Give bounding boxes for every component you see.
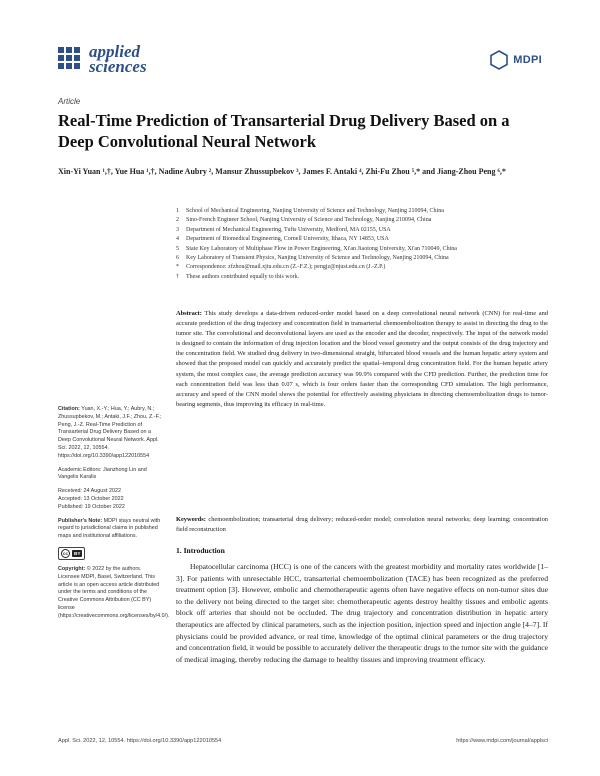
cc-by-icon: [58, 547, 85, 560]
publisher-note: [58, 518, 162, 541]
cc-icon: cc: [61, 549, 70, 558]
publisher-logo[interactable]: [489, 50, 542, 70]
published-date: Published: 19 October 2022: [58, 503, 125, 510]
affiliation-text: Department of Mechanical Engineering, Tufts University, Medford, MA 02155, USA: [186, 226, 391, 233]
abstract-text: This study develops a data-driven reduced-order model based on a deep convolutional neural network (CNN) for real-time and accurate prediction of the drug trajectory and concentration field in transarterial chemoembolization therapy to assist in directing the drug to the tumor site. The convolutional and deconvolutional layers are used as the encoder and the decoder, respectively. The input of the network model is designed to contain the information of drug injection location and the blood vessel geometry and the output consists of the drug trajectory and the concentration field. We studied drug delivery in two-dimensional straight, bifurcated blood vessels and the human hepatic artery system and showed that the proposed model can quickly and accurately predict the spatial–temporal drug concentration field. For the human hepatic artery system, the most complex case, the average prediction accuracy was 99.9% compared with the CFD prediction. Further, the prediction time for each concentration field was less than 0.07 s, which is four orders faster than the corresponding CFD simulation. The high performance, accuracy and speed of the CNN model shows the potential for effectively assisting physicians in directing chemoembolization drugs to tumor-bearing segments, thus improving its efficacy in real-time.: [176, 310, 549, 408]
citation-label: Citation:: [58, 406, 80, 412]
accepted-date: Accepted: 13 October 2022: [58, 495, 124, 502]
footer-journal-link[interactable]: https://www.mdpi.com/journal/applsci: [456, 738, 548, 744]
abstract-label: Abstract:: [176, 310, 202, 317]
introduction-paragraph: Hepatocellular carcinoma (HCC) is one of the cancers with the greatest morbidity and mortality rates worldwide [1–3]. For patients with unresectable HCC, transarterial chemoembolization (TACE) has been recognized as the preferred treatment option [3]. However, embolic and chemotherapeutic agents often have negative effects on non-tumor sites due to the delivery not being directed to the target site: chemotherapeutic agents destroy healthy tissues and embolic agents block off arteries that should not be occluded. The drug trajectory and concentration distribution in hepatic artery therapeutics are affected by clinical parameters, such as the injection position, injection speed and injection angle [4–7]. If physicians could be provided advance, or real time, knowledge of the optimal clinical parameters or the drug trajectory and concentration field, it would be possible to accurately deliver the therapeutic drugs to the tumor site with the guidance of medical imaging, thereby reducing the damage to healthy tissues and improving treatment efficacy.: [176, 562, 548, 664]
copyright-label: Copyright:: [58, 565, 86, 572]
publisher-name: MDPI: [513, 54, 542, 66]
paper-title: Real-Time Prediction of Transarterial Drug Delivery Based on a Deep Convolutional Neural Network: [58, 111, 510, 151]
author-list: Xin-Yi Yuan ¹,†, Yue Hua ¹,†, Nadine Aubry ², Mansur Zhussupbekov ³, James F. Antaki ⁴, Zhi-Fu Zhou ⁵,* and Jiang-Zhou Peng ⁶,*: [58, 167, 506, 176]
journal-logo-icon: [58, 47, 82, 71]
by-icon: BY: [74, 550, 81, 556]
affiliation-item: [176, 226, 548, 235]
affiliation-mark: 5: [176, 245, 179, 252]
page-footer: [58, 738, 548, 744]
cc-license-badge[interactable]: [58, 547, 162, 560]
affiliation-mark: 4: [176, 236, 179, 243]
journal-logo-text: [89, 44, 147, 74]
keywords-label: Keywords:: [176, 516, 206, 523]
affiliation-text: Sino-French Engineer School, Nanjing University of Science and Technology, Nanjing 210094, China: [186, 217, 432, 224]
abstract: [176, 309, 548, 410]
journal-name-line2: sciences: [89, 57, 147, 76]
publisher-note-text: MDPI stays neutral with regard to jurisdictional claims in published maps and institutional affiliations.: [58, 517, 161, 540]
section-heading: 1. Introduction: [176, 546, 225, 555]
affiliation-mark: 1: [176, 208, 179, 214]
journal-logo[interactable]: [58, 44, 147, 74]
affiliation-item: [176, 207, 548, 216]
affiliation-item: [176, 216, 548, 225]
copyright-text: © 2022 by the authors. Licensee MDPI, Basel, Switzerland. This article is an open access article distributed under the terms and conditions of the Creative Commons Attribution (CC BY) license (https://creativecommons.org/licenses/by/4.0/).: [58, 565, 170, 619]
affiliation-item: [176, 245, 548, 254]
journal-name-line1: applied: [89, 42, 140, 61]
affiliation-mark: †: [176, 273, 179, 280]
affiliation-item: [176, 254, 548, 263]
equal-contribution-text: These authors contributed equally to this work.: [186, 273, 300, 280]
affiliation-text: State Key Laboratory of Multiphase Flow in Power Engineering, Xi'an Jiaotong University, Xi'an 710049, China: [186, 245, 457, 252]
correspondence[interactable]: [176, 263, 548, 272]
affiliation-text: Key Laboratory of Transient Physics, Nanjing University of Science and Technology, Nanjing 210094, China: [186, 255, 449, 262]
mdpi-emblem-icon: [489, 50, 509, 70]
equal-contribution-note: [176, 273, 548, 282]
affiliation-text: School of Mechanical Engineering, Nanjing University of Science and Technology, Nanjing 210094, China: [186, 208, 444, 214]
affiliation-mark: 2: [176, 217, 179, 224]
academic-editors: Academic Editors: Jianzhong Lin and Vangelis Karalis: [58, 466, 147, 481]
article-sidebar: [58, 406, 170, 627]
affiliations: [176, 207, 548, 282]
copyright: [58, 565, 170, 621]
publisher-note-label: Publisher's Note:: [58, 517, 103, 524]
affiliation-item: [176, 235, 548, 244]
citation-text: Yuan, X.-Y.; Hua, Y.; Aubry, N.; Zhussupbekov, M.; Antaki, J.F.; Zhou, Z.-F.; Peng, J.-Z. Real-Time Prediction of Transarterial Drug Delivery Based on a Deep Convolutional Neural Network. Appl. Sci. 2022, 12, 10554. https://doi.org/10.3390/app122010554: [58, 406, 162, 459]
footer-citation[interactable]: Appl. Sci. 2022, 12, 10554. https://doi.org/10.3390/app122010554: [58, 738, 222, 744]
citation[interactable]: [58, 406, 162, 461]
affiliation-mark: 3: [176, 226, 179, 233]
article-type: Article: [58, 97, 81, 106]
correspondence-text: Correspondence: zfzhou@mail.xjtu.edu.cn (Z.-F.Z.); pengjz@njust.edu.cn (J.-Z.P.): [186, 264, 386, 271]
dates: [58, 488, 162, 511]
affiliation-text: Department of Biomedical Engineering, Cornell University, Ithaca, NY 14853, USA: [186, 236, 389, 243]
keywords: [176, 515, 548, 535]
affiliation-mark: *: [176, 264, 179, 271]
affiliation-mark: 6: [176, 255, 179, 262]
received-date: Received: 24 August 2022: [58, 488, 121, 495]
keywords-text: chemoembolization; transarterial drug delivery; reduced-order model; convolution neural networks; deep learning; concentration field reconstruction: [176, 516, 549, 534]
